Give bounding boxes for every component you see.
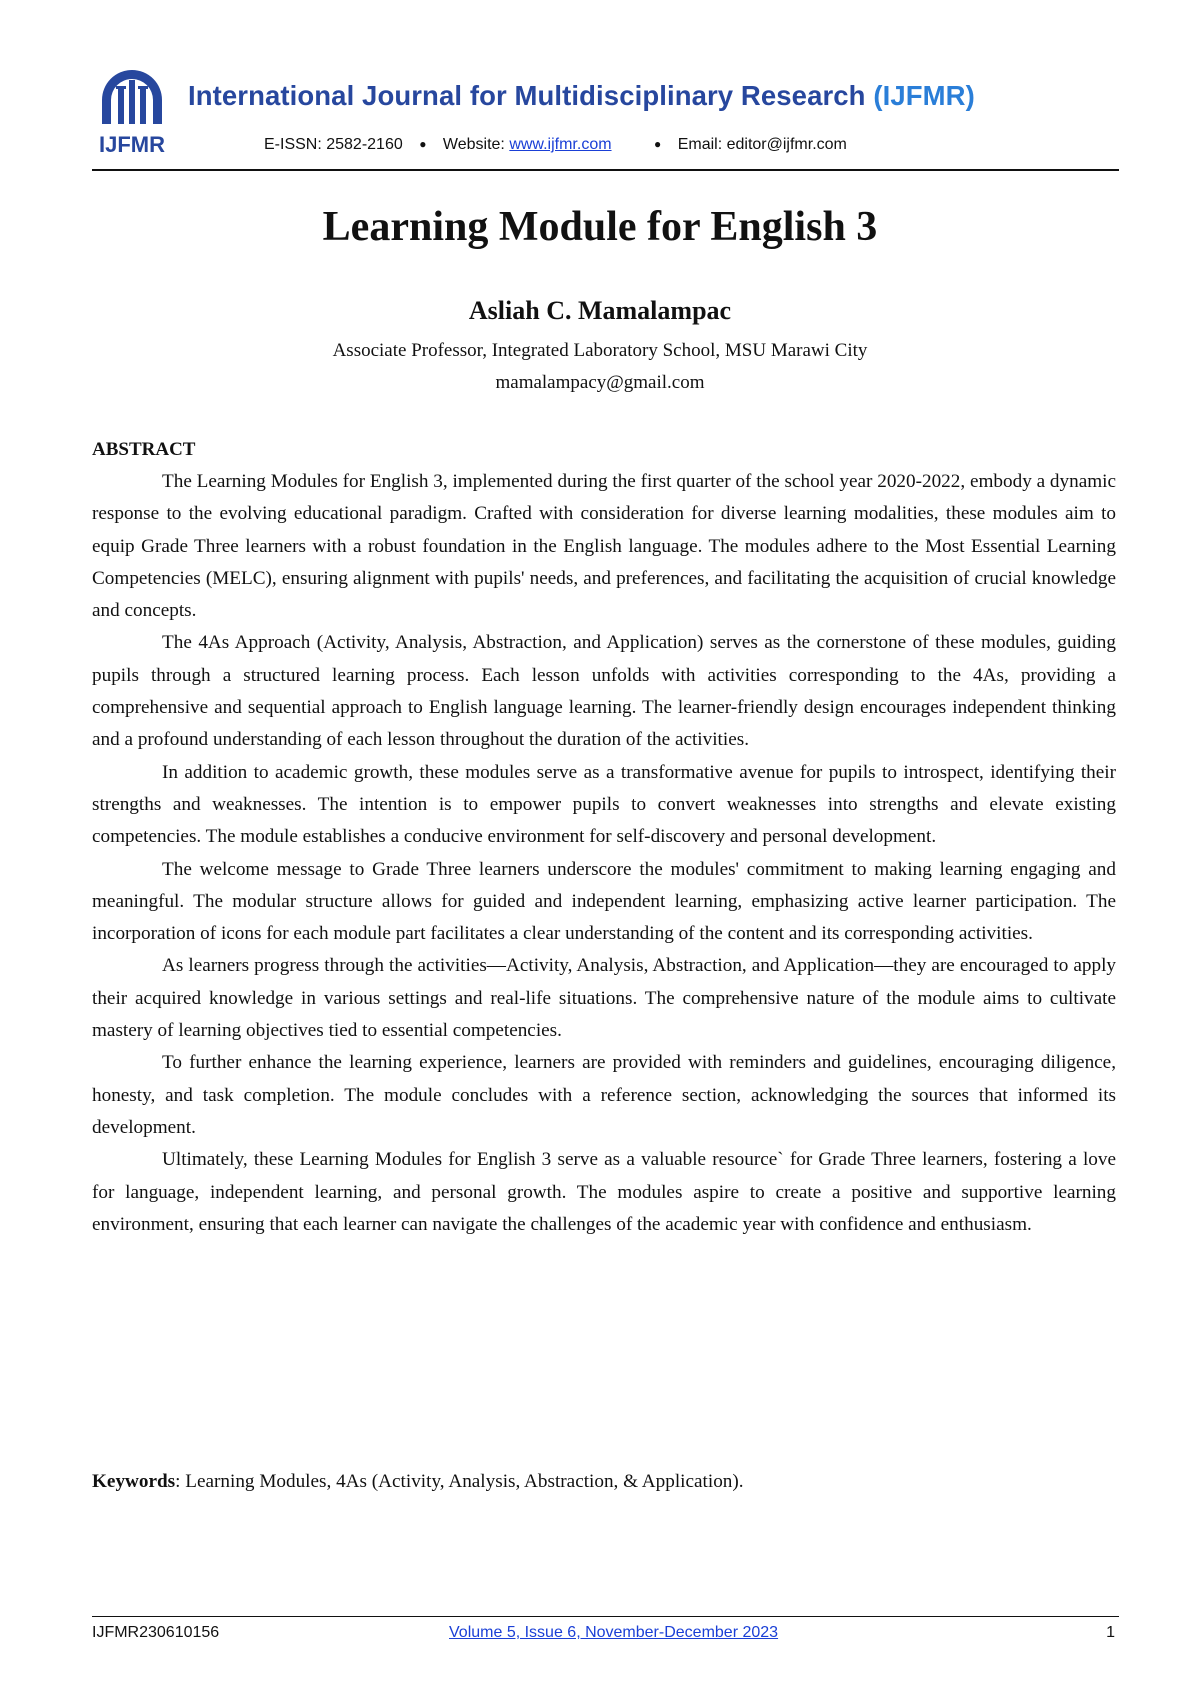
paper-title: Learning Module for English 3 <box>322 204 878 250</box>
paper-id: IJFMR230610156 <box>92 1624 220 1641</box>
ijfmr-logo <box>92 66 172 162</box>
abstract-paragraph: The welcome message to Grade Three learners underscore the modules' commitment to making learning engaging and meaningful. The modular structure allows for guided and independent learning, emphasizing active learner participation. The incorporation of icons for each module part facilitates a clear understanding of the content and its corresponding activities. <box>92 858 1116 945</box>
journal-name: International Journal for Multidisciplinary Research <box>188 80 866 111</box>
header-meta <box>264 136 847 154</box>
abstract-paragraph: To further enhance the learning experience, learners are provided with reminders and guidelines, encouraging diligence, honesty, and task completion. The module concludes with a reference section, acknowledging the sources that informed its development. <box>92 1052 1116 1138</box>
journal-header <box>92 66 1119 172</box>
journal-email: Email: editor@ijfmr.com <box>677 136 847 153</box>
abstract-paragraph: Ultimately, these Learning Modules for English 3 serve as a valuable resource` for Grade Three learners, fostering a love for language, independent learning, and personal growth. The modules aspire to create a positive and supportive learning environment, ensuring that each learner can navigate the challenges of the academic year with confidence and enthusiasm. <box>92 1149 1116 1235</box>
website-link[interactable]: www.ijfmr.com <box>509 136 612 153</box>
author-affiliation: Associate Professor, Integrated Laboratory School, MSU Marawi City <box>332 340 868 361</box>
bullet-separator: ● <box>654 137 662 151</box>
volume-link[interactable]: Volume 5, Issue 6, November-December 2023 <box>449 1624 779 1641</box>
keywords-text: : Learning Modules, 4As (Activity, Analysis, Abstraction, & Application). <box>175 1471 744 1492</box>
journal-abbr: (IJFMR) <box>873 80 975 111</box>
page-number: 1 <box>1106 1624 1115 1641</box>
footer-divider <box>92 1616 1119 1617</box>
abstract-paragraph: The Learning Modules for English 3, implemented during the first quarter of the school year 2020-2022, embody a dynamic response to the evolving educational paradigm. Crafted with consideration for diverse learning modalities, these modules aim to equip Grade Three learners with a robust foundation in the English language. The modules adhere to the Most Essential Learning Competencies (MELC), ensuring alignment with pupils' needs, and preferences, and facilitating the acquisition of crucial knowledge and concepts. <box>92 471 1116 622</box>
author-name: Asliah C. Mamalampac <box>468 296 732 325</box>
eissn: E-ISSN: 2582-2160 <box>264 136 403 153</box>
page-footer <box>92 1624 1119 1650</box>
abstract-heading: ABSTRACT <box>92 439 196 460</box>
abstract-paragraph: The 4As Approach (Activity, Analysis, Abstraction, and Application) serves as the cornerstone of these modules, guiding pupils through a structured learning process. Each lesson unfolds with activities corresponding to the 4As, providing a comprehensive and sequential approach to English language learning. The learner-friendly design encourages independent thinking and a profound understanding of each lesson throughout the duration of the activities. <box>92 632 1116 751</box>
website-label: Website: <box>442 136 505 153</box>
bullet-separator: ● <box>419 137 427 151</box>
author-email: mamalampacy@gmail.com <box>495 372 705 393</box>
abstract-paragraph: As learners progress through the activities—Activity, Analysis, Abstraction, and Application—they are encouraged to apply their acquired knowledge in various settings and real-life situations. The comprehensive nature of the module aims to cultivate mastery of learning objectives tied to essential competencies. <box>92 955 1116 1042</box>
abstract-paragraph: In addition to academic growth, these modules serve as a transformative avenue for pupils to introspect, identifying their strengths and weaknesses. The intention is to empower pupils to convert weaknesses into strengths and elevate existing competencies. The module establishes a conducive environment for self-discovery and personal development. <box>92 761 1116 848</box>
journal-title <box>188 80 975 112</box>
logo-text: IJFMR <box>99 132 165 157</box>
abstract-section <box>92 434 1116 1241</box>
header-divider <box>92 169 1119 171</box>
keywords <box>92 1466 1116 1498</box>
keywords-label: Keywords <box>92 1471 176 1492</box>
